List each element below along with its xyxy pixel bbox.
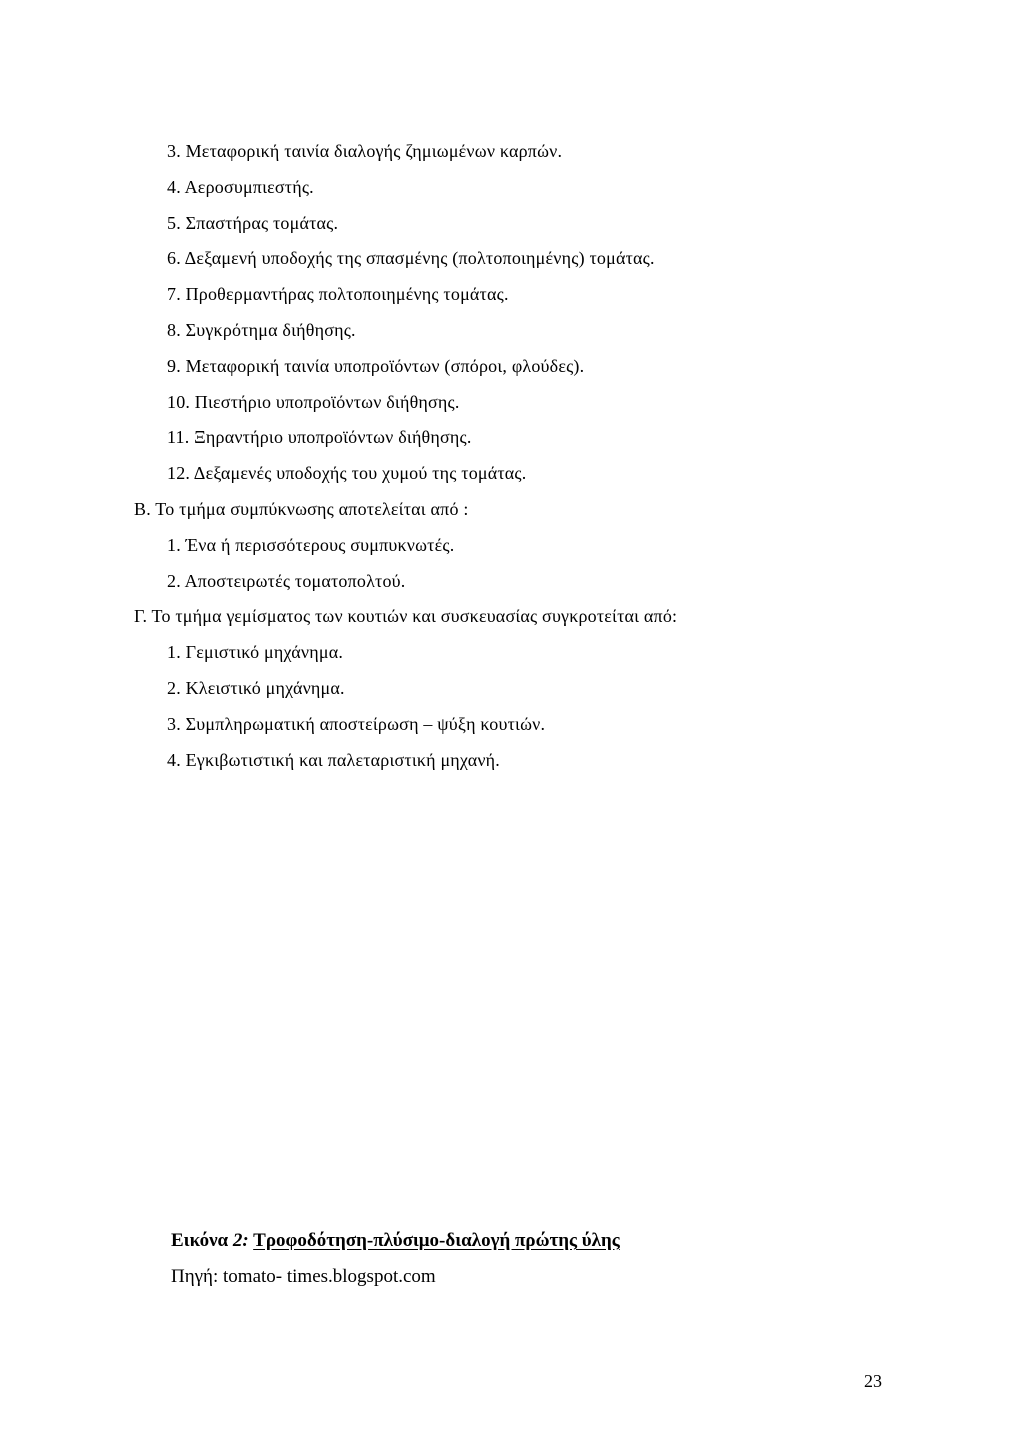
list-item: 8. Συγκρότημα διήθησης. <box>167 319 356 340</box>
figure-source: Πηγή: tomato- times.blogspot.com <box>171 1266 436 1287</box>
list-item: 7. Προθερμαντήρας πολτοποιημένης τομάτας. <box>167 284 509 305</box>
document-body <box>0 134 1024 778</box>
list-item: 9. Μεταφορική ταινία υποπροϊόντων (σπόροι, φλούδες). <box>167 355 585 376</box>
caption-label-word: Εικόνα <box>171 1230 229 1251</box>
list-item: 1. Γεμιστικό μηχάνημα. <box>167 642 344 663</box>
list-item: 6. Δεξαμενή υποδοχής της σπασμένης (πολτοποιημένης) τομάτας. <box>167 248 655 269</box>
list-item: 5. Σπαστήρας τομάτας. <box>167 212 339 233</box>
list-item: 1. Ένα ή περισσότερους συμπυκνωτές. <box>167 534 455 555</box>
figure-caption <box>171 1228 620 1254</box>
page-number: 23 <box>864 1371 882 1391</box>
list-item: 2. Κλειστικό μηχάνημα. <box>167 677 345 698</box>
section-c-heading: Γ. Το τμήμα γεμίσματος των κουτιών και συσκευασίας συγκροτείται από: <box>134 606 678 627</box>
list-item: 2. Αποστειρωτές τοματοπολτού. <box>167 570 406 591</box>
caption-label-number: 2: <box>232 1230 249 1251</box>
list-item: 12. Δεξαμενές υποδοχής του χυμού της τομάτας. <box>167 463 527 484</box>
list-item: 4. Εγκιβωτιστική και παλεταριστική μηχανή. <box>167 749 500 770</box>
list-item: 3. Μεταφορική ταινία διαλογής ζημιωμένων καρπών. <box>167 141 563 161</box>
caption-title: Τροφοδότηση-πλύσιμο-διαλογή πρώτης ύλης <box>253 1230 620 1251</box>
list-item: 4. Αεροσυμπιεστής. <box>167 176 314 197</box>
list-item: 10. Πιεστήριο υποπροϊόντων διήθησης. <box>167 391 460 412</box>
section-b-heading: Β. Το τμήμα συμπύκνωσης αποτελείται από : <box>134 498 469 519</box>
list-item: 11. Ξηραντήριο υποπροϊόντων διήθησης. <box>167 427 472 448</box>
list-item: 3. Συμπληρωματική αποστείρωση – ψύξη κουτιών. <box>167 713 546 734</box>
